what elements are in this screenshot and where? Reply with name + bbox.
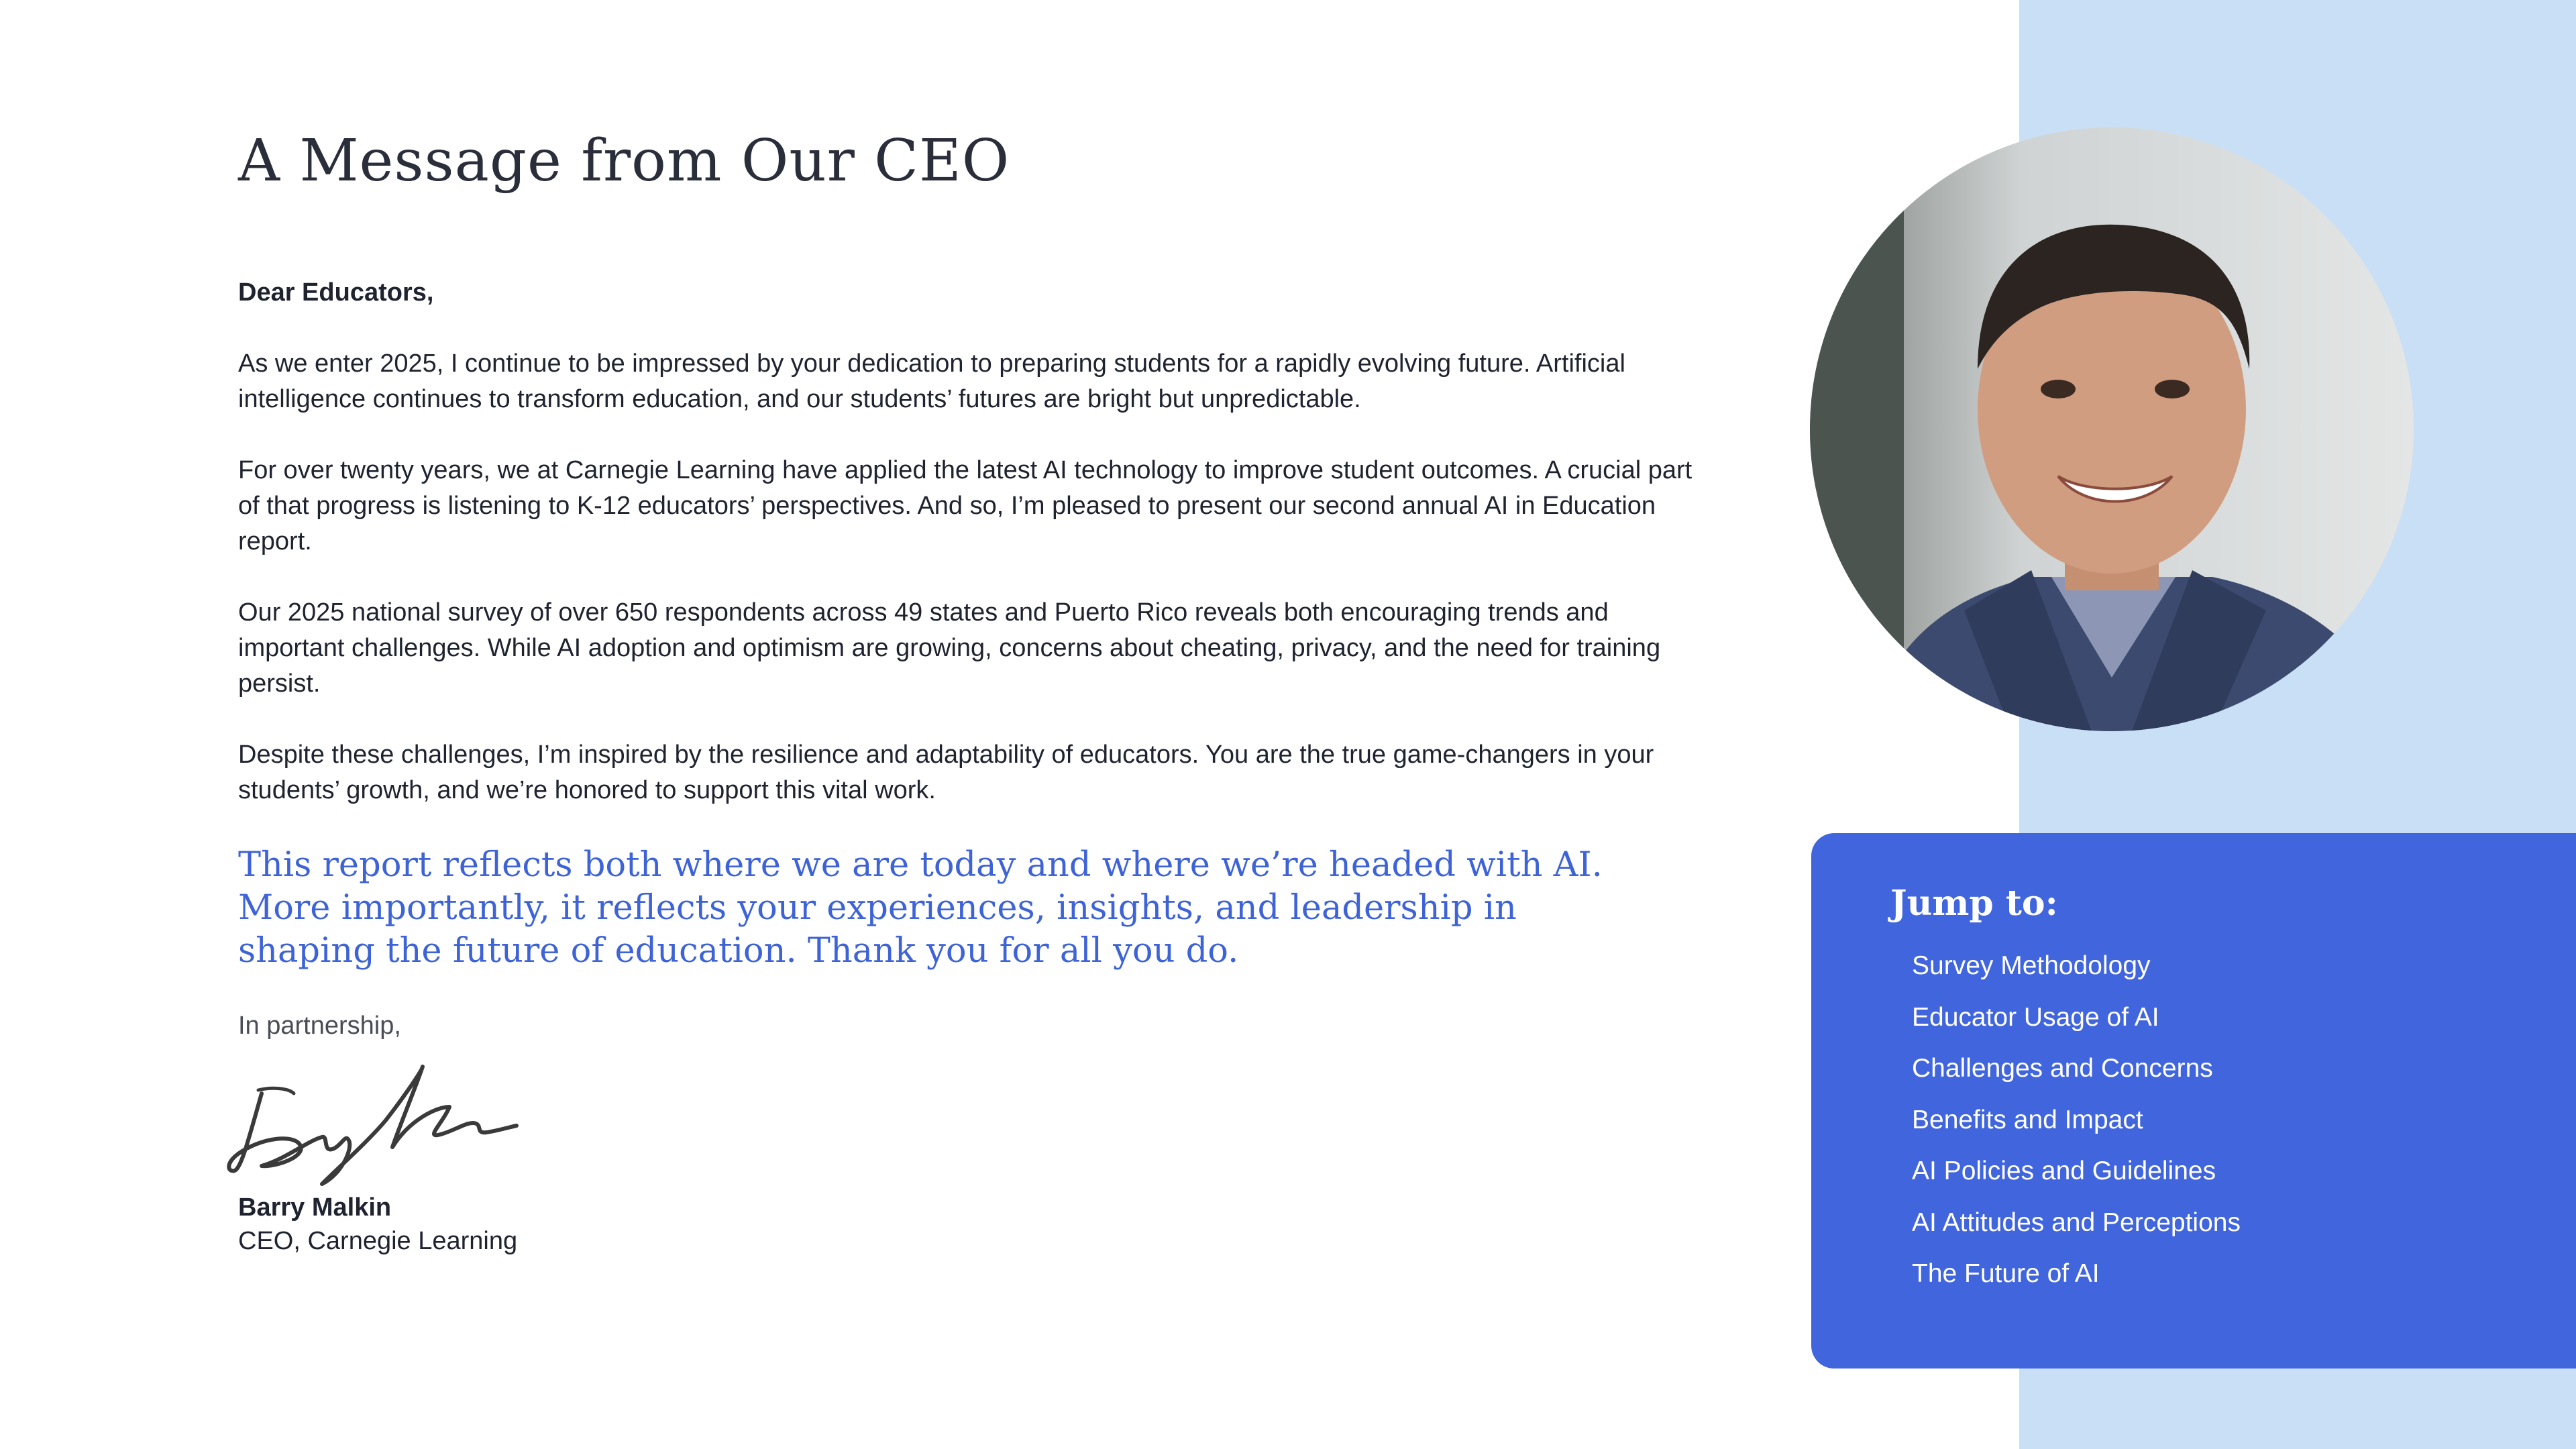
jump-link-survey-methodology[interactable]: Survey Methodology — [1912, 951, 2151, 980]
jump-link-future[interactable]: The Future of AI — [1912, 1259, 2100, 1288]
jump-link-policies[interactable]: AI Policies and Guidelines — [1912, 1157, 2216, 1185]
letter-closing: In partnership, — [238, 1012, 401, 1040]
jump-link-benefits[interactable]: Benefits and Impact — [1912, 1105, 2143, 1134]
pull-quote: This report reflects both where we are today and where we’re headed with AI. More importantly, it reflects your experiences, insights, and leadership in shaping the future of education. Thank you for all you do. — [238, 845, 1603, 971]
letter-paragraph: For over twenty years, we at Carnegie Learning have applied the latest AI technology to improve student outcomes. A crucial part of that progress is listening to K-12 educators’ perspectives. And so, I’m pleased to present our second annual AI in Education report. — [238, 456, 1693, 555]
portrait-icon — [1810, 127, 2414, 731]
page-title: A Message from Our CEO — [238, 127, 1010, 195]
signature-image — [221, 1040, 530, 1187]
letter-paragraph: Despite these challenges, I’m inspired by the resilience and adaptability of educators. You are the true game-changers in your students’ growth, and we’re honored to support this vital work. — [238, 741, 1654, 804]
jump-to-list — [1890, 951, 2576, 1289]
jump-link-educator-usage[interactable]: Educator Usage of AI — [1912, 1002, 2159, 1032]
letter-paragraph: As we enter 2025, I continue to be impressed by your dedication to preparing students for a rapidly evolving future. Artificial intelligence continues to transform education, and our students’ futures are bright but unpredictable. — [238, 350, 1625, 413]
letter-paragraph: Our 2025 national survey of over 650 respondents across 49 states and Puerto Rico reveals both encouraging trends and important challenges. While AI adoption and optimism are growing, concerns about cheating, privacy, and the need for training persist. — [238, 598, 1661, 698]
letter-greeting: Dear Educators, — [238, 278, 434, 307]
signer-title: CEO, Carnegie Learning — [238, 1227, 518, 1255]
jump-link-attitudes[interactable]: AI Attitudes and Perceptions — [1912, 1208, 2241, 1237]
jump-link-challenges[interactable]: Challenges and Concerns — [1912, 1054, 2213, 1083]
jump-to-title: Jump to: — [1890, 883, 2058, 924]
letter-body — [238, 275, 1694, 844]
jump-to-panel — [1811, 833, 2576, 1368]
ceo-photo — [1810, 127, 2414, 731]
signer-block — [238, 1191, 517, 1258]
signer-name: Barry Malkin — [238, 1193, 392, 1222]
